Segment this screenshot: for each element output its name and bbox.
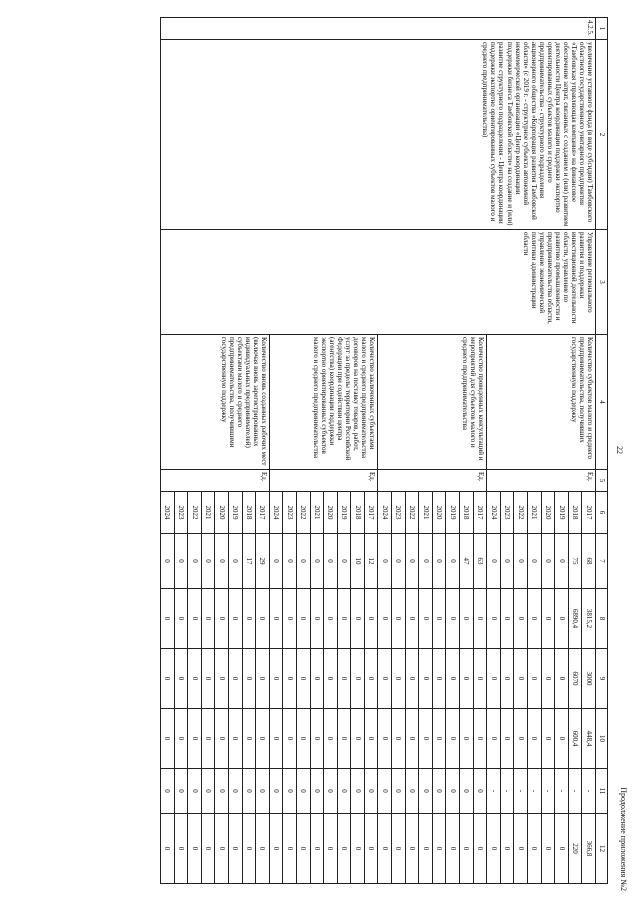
value-cell: 366,8 xyxy=(582,814,596,884)
value-cell: 0 xyxy=(283,709,297,769)
value-cell: 0 xyxy=(283,589,297,649)
value-cell: 0 xyxy=(324,534,338,589)
value-cell: 0 xyxy=(215,709,229,769)
value-cell: 0 xyxy=(555,534,569,589)
value-cell: 0 xyxy=(419,649,433,709)
continuation-note: Продолжение приложения №2 xyxy=(619,787,628,891)
value-cell: 0 xyxy=(514,814,528,884)
value-cell: 0 xyxy=(555,589,569,649)
column-number: 9 xyxy=(596,649,608,709)
value-cell: 0 xyxy=(460,589,474,649)
column-number-row xyxy=(596,18,608,884)
year-cell: 2024 xyxy=(487,492,501,534)
value-cell: 0 xyxy=(283,769,297,814)
value-cell: 0 xyxy=(161,589,175,649)
value-cell: 0 xyxy=(541,649,555,709)
column-number: 11 xyxy=(596,769,608,814)
year-cell: 2017 xyxy=(473,492,487,534)
value-cell: 0 xyxy=(473,649,487,709)
value-cell: 0 xyxy=(201,769,215,814)
value-cell: 0 xyxy=(419,814,433,884)
value-cell: 0 xyxy=(310,709,324,769)
value-cell: 0 xyxy=(473,769,487,814)
table-body xyxy=(161,18,596,884)
value-cell: 0 xyxy=(161,649,175,709)
value-cell: 0 xyxy=(283,649,297,709)
value-cell: 6890,4 xyxy=(568,589,582,649)
value-cell: 0 xyxy=(296,589,310,649)
year-cell: 2017 xyxy=(582,492,596,534)
value-cell: - xyxy=(514,769,528,814)
value-cell: 0 xyxy=(174,589,188,649)
value-cell: 0 xyxy=(215,589,229,649)
value-cell: 0 xyxy=(242,589,256,649)
value-cell: 0 xyxy=(269,814,283,884)
value-cell: 0 xyxy=(337,589,351,649)
value-cell: 0 xyxy=(296,814,310,884)
value-cell: 0 xyxy=(188,589,202,649)
value-cell: 0 xyxy=(405,649,419,709)
year-cell: 2022 xyxy=(188,492,202,534)
value-cell: 0 xyxy=(337,534,351,589)
year-cell: 2021 xyxy=(419,492,433,534)
value-cell: 0 xyxy=(378,709,392,769)
value-cell: 0 xyxy=(432,709,446,769)
value-cell: 0 xyxy=(541,814,555,884)
column-number: 7 xyxy=(596,534,608,589)
value-cell: 0 xyxy=(392,649,406,709)
value-cell: 0 xyxy=(528,709,542,769)
value-cell: 0 xyxy=(555,649,569,709)
value-cell: 0 xyxy=(460,814,474,884)
value-cell: 0 xyxy=(364,649,378,709)
value-cell: 220 xyxy=(568,814,582,884)
value-cell: - xyxy=(541,769,555,814)
year-cell: 2017 xyxy=(256,492,270,534)
value-cell: 0 xyxy=(296,649,310,709)
value-cell: 0 xyxy=(378,589,392,649)
column-number: 1 xyxy=(596,18,608,40)
value-cell: 0 xyxy=(473,589,487,649)
value-cell: 0 xyxy=(500,814,514,884)
indicator-name-cell: Количество проведенных консультаций и мероприятий для субъектов малого и среднего предпринимательства xyxy=(378,335,487,470)
value-cell: 0 xyxy=(256,589,270,649)
year-cell: 2018 xyxy=(460,492,474,534)
value-cell: 0 xyxy=(378,814,392,884)
value-cell: 0 xyxy=(201,814,215,884)
value-cell: 0 xyxy=(188,769,202,814)
year-cell: 2019 xyxy=(555,492,569,534)
year-cell: 2018 xyxy=(568,492,582,534)
value-cell: 0 xyxy=(256,814,270,884)
indicator-name-cell: Количество заключенных субъектами малого и среднего предпринимательства договоров на поставку товаров, работ, услуг за пределы территории Российской Федерации при содействии центра (агентства) координации поддержки экспортно ориентированных субъектов малого и среднего предпринимательства xyxy=(269,335,378,470)
value-cell: 0 xyxy=(405,769,419,814)
value-cell: 0 xyxy=(432,649,446,709)
value-cell: 0 xyxy=(432,769,446,814)
year-cell: 2019 xyxy=(446,492,460,534)
value-cell: 0 xyxy=(392,589,406,649)
value-cell: 0 xyxy=(215,814,229,884)
value-cell: 0 xyxy=(500,709,514,769)
value-cell: 0 xyxy=(514,534,528,589)
value-cell: 0 xyxy=(215,769,229,814)
year-cell: 2022 xyxy=(405,492,419,534)
value-cell: 0 xyxy=(188,814,202,884)
value-cell: 0 xyxy=(174,709,188,769)
value-cell: 0 xyxy=(392,534,406,589)
year-cell: 2024 xyxy=(161,492,175,534)
value-cell: 0 xyxy=(446,589,460,649)
value-cell: 0 xyxy=(324,649,338,709)
value-cell: 0 xyxy=(310,814,324,884)
value-cell: 0 xyxy=(296,709,310,769)
indicator-name-cell: Количество вновь созданных рабочих мест (включая вновь зарегистрированных индивидуальных предпринимателей) субъектами малого и среднего предпринимательства, получившими государственную поддержку xyxy=(161,335,270,470)
year-cell: 2023 xyxy=(500,492,514,534)
value-cell: 0 xyxy=(392,814,406,884)
value-cell: 0 xyxy=(351,709,365,769)
value-cell: 0 xyxy=(188,709,202,769)
year-cell: 2020 xyxy=(432,492,446,534)
value-cell: 0 xyxy=(242,769,256,814)
value-cell: 0 xyxy=(161,769,175,814)
value-cell: 47 xyxy=(460,534,474,589)
value-cell: 0 xyxy=(514,649,528,709)
value-cell: 12 xyxy=(364,534,378,589)
value-cell: 0 xyxy=(242,814,256,884)
value-cell: 0 xyxy=(528,649,542,709)
value-cell: 0 xyxy=(228,534,242,589)
unit-cell: Ед. xyxy=(269,470,378,492)
year-cell: 2020 xyxy=(324,492,338,534)
year-cell: 2024 xyxy=(269,492,283,534)
value-cell: 0 xyxy=(364,709,378,769)
value-cell: 0 xyxy=(392,769,406,814)
value-cell: 0 xyxy=(419,534,433,589)
value-cell: 0 xyxy=(242,709,256,769)
value-cell: - xyxy=(568,769,582,814)
value-cell: 6070 xyxy=(568,649,582,709)
value-cell: 0 xyxy=(405,814,419,884)
value-cell: 0 xyxy=(528,589,542,649)
year-cell: 2017 xyxy=(364,492,378,534)
value-cell: 0 xyxy=(228,769,242,814)
value-cell: 0 xyxy=(487,649,501,709)
value-cell: 0 xyxy=(161,534,175,589)
value-cell: 0 xyxy=(473,709,487,769)
value-cell: 0 xyxy=(460,709,474,769)
value-cell: 0 xyxy=(337,814,351,884)
value-cell: 0 xyxy=(378,649,392,709)
value-cell: 0 xyxy=(364,769,378,814)
unit-cell: Ед. xyxy=(161,470,270,492)
year-cell: 2024 xyxy=(378,492,392,534)
value-cell: 0 xyxy=(324,769,338,814)
year-cell: 2018 xyxy=(242,492,256,534)
value-cell: 0 xyxy=(446,709,460,769)
value-cell: 0 xyxy=(405,589,419,649)
value-cell: 448,4 xyxy=(582,709,596,769)
value-cell: 0 xyxy=(487,589,501,649)
value-cell: 0 xyxy=(392,709,406,769)
value-cell: 0 xyxy=(269,534,283,589)
value-cell: 0 xyxy=(419,589,433,649)
value-cell: 17 xyxy=(242,534,256,589)
value-cell: 0 xyxy=(201,589,215,649)
value-cell: 0 xyxy=(215,534,229,589)
value-cell: - xyxy=(528,769,542,814)
year-cell: 2021 xyxy=(201,492,215,534)
value-cell: 0 xyxy=(473,814,487,884)
value-cell: 0 xyxy=(269,769,283,814)
year-cell: 2023 xyxy=(174,492,188,534)
value-cell: 0 xyxy=(188,534,202,589)
value-cell: 0 xyxy=(296,769,310,814)
column-number: 6 xyxy=(596,492,608,534)
value-cell: 0 xyxy=(242,649,256,709)
value-cell: 0 xyxy=(555,709,569,769)
value-cell: 0 xyxy=(541,589,555,649)
value-cell: 0 xyxy=(528,814,542,884)
value-cell: 0 xyxy=(351,769,365,814)
value-cell: 0 xyxy=(514,709,528,769)
value-cell: - xyxy=(555,769,569,814)
measure-description-cell: увеличение уставного фонда (в виде субсидии) Тамбовского областного государственного унитарного предприятия «Тамбовская управляющая компания» на финансовое обеспечение затрат, связанных с созданием и (или) развитием деятельности Центра координации поддержки экспортно ориентированных субъектов малого и среднего предпринимательства - структурного подразделения акционерного общества «Корпорация развития Тамбовской области» (с 2019 г. - структурное субъекта автономной некоммерческой организации «Центр координации поддержки бизнеса Тамбовской области» на создание и (или) развитие структурного подразделения - Центра координации поддержки экспортно ориентированных субъектов малого и среднего предпринимательства) xyxy=(161,40,596,230)
value-cell: 63 xyxy=(473,534,487,589)
value-cell: 0 xyxy=(337,649,351,709)
value-cell: 0 xyxy=(419,769,433,814)
value-cell: 0 xyxy=(228,709,242,769)
value-cell: 0 xyxy=(405,534,419,589)
value-cell: 0 xyxy=(446,534,460,589)
value-cell: 0 xyxy=(161,709,175,769)
year-cell: 2022 xyxy=(514,492,528,534)
value-cell: 0 xyxy=(228,649,242,709)
value-cell: 0 xyxy=(378,769,392,814)
indicator-name-cell: Количество субъектов малого и среднего предпринимательства, получивших государственную поддержку xyxy=(487,335,596,470)
column-number: 10 xyxy=(596,709,608,769)
value-cell: 0 xyxy=(256,769,270,814)
value-cell: 0 xyxy=(487,709,501,769)
value-cell: 0 xyxy=(201,649,215,709)
value-cell: 0 xyxy=(310,589,324,649)
value-cell: 0 xyxy=(283,534,297,589)
value-cell: 0 xyxy=(487,814,501,884)
page-number: 22 xyxy=(615,446,624,454)
value-cell: 0 xyxy=(228,814,242,884)
year-cell: 2023 xyxy=(283,492,297,534)
value-cell: 0 xyxy=(541,534,555,589)
column-number: 4 xyxy=(596,335,608,470)
value-cell: 0 xyxy=(201,534,215,589)
year-cell: 2022 xyxy=(296,492,310,534)
value-cell: 0 xyxy=(500,649,514,709)
value-cell: 0 xyxy=(324,589,338,649)
value-cell: 10 xyxy=(351,534,365,589)
value-cell: 0 xyxy=(460,649,474,709)
value-cell: 0 xyxy=(324,709,338,769)
value-cell: 0 xyxy=(514,589,528,649)
value-cell: - xyxy=(500,769,514,814)
value-cell: 0 xyxy=(541,709,555,769)
value-cell: 0 xyxy=(446,769,460,814)
value-cell: 0 xyxy=(174,814,188,884)
value-cell: 3000 xyxy=(582,649,596,709)
year-cell: 2019 xyxy=(337,492,351,534)
year-cell: 2021 xyxy=(310,492,324,534)
value-cell: 0 xyxy=(405,709,419,769)
column-number: 3 xyxy=(596,230,608,335)
value-cell: 0 xyxy=(283,814,297,884)
value-cell: 0 xyxy=(174,649,188,709)
year-cell: 2021 xyxy=(528,492,542,534)
column-number: 12 xyxy=(596,814,608,884)
value-cell: 0 xyxy=(460,769,474,814)
value-cell: 0 xyxy=(351,589,365,649)
executor-cell: Управление регионального развития и поддержки инвестиционной деятельности области, управление по развитию промышленности и предпринимательства области, управление экономической политики администрации области xyxy=(161,230,596,335)
value-cell: 68 xyxy=(582,534,596,589)
value-cell: 0 xyxy=(419,709,433,769)
value-cell: 0 xyxy=(256,649,270,709)
value-cell: 0 xyxy=(500,589,514,649)
value-cell: 0 xyxy=(378,534,392,589)
value-cell: 75 xyxy=(568,534,582,589)
value-cell: 0 xyxy=(228,589,242,649)
value-cell: 0 xyxy=(446,649,460,709)
year-cell: 2020 xyxy=(541,492,555,534)
value-cell: 0 xyxy=(174,534,188,589)
value-cell: 0 xyxy=(337,769,351,814)
year-cell: 2018 xyxy=(351,492,365,534)
value-cell: 29 xyxy=(256,534,270,589)
year-cell: 2019 xyxy=(228,492,242,534)
value-cell: 0 xyxy=(337,709,351,769)
column-number: 5 xyxy=(596,470,608,492)
value-cell: - xyxy=(487,769,501,814)
value-cell: 0 xyxy=(487,534,501,589)
value-cell: 0 xyxy=(174,769,188,814)
value-cell: 0 xyxy=(310,769,324,814)
rotated-landscape-sheet xyxy=(25,5,630,895)
value-cell: 0 xyxy=(269,649,283,709)
value-cell: 600,4 xyxy=(568,709,582,769)
year-cell: 2020 xyxy=(215,492,229,534)
value-cell: 0 xyxy=(269,709,283,769)
value-cell: 0 xyxy=(324,814,338,884)
unit-cell: Ед. xyxy=(378,470,487,492)
value-cell: 0 xyxy=(269,589,283,649)
value-cell: 0 xyxy=(310,534,324,589)
column-number: 8 xyxy=(596,589,608,649)
value-cell: 0 xyxy=(432,814,446,884)
value-cell: 0 xyxy=(364,589,378,649)
value-cell: 0 xyxy=(364,814,378,884)
value-cell: 0 xyxy=(555,814,569,884)
year-cell: 2023 xyxy=(392,492,406,534)
value-cell: 0 xyxy=(432,534,446,589)
value-cell: 0 xyxy=(310,649,324,709)
value-cell: 3815,2 xyxy=(582,589,596,649)
value-cell: 0 xyxy=(432,589,446,649)
value-cell: 0 xyxy=(446,814,460,884)
unit-cell: Ед. xyxy=(487,470,596,492)
table-row xyxy=(582,18,596,884)
value-cell: 0 xyxy=(161,814,175,884)
value-cell: 0 xyxy=(201,709,215,769)
value-cell: 0 xyxy=(188,649,202,709)
value-cell: 0 xyxy=(500,534,514,589)
value-cell: 0 xyxy=(351,814,365,884)
value-cell: - xyxy=(582,769,596,814)
program-indicators-table xyxy=(160,17,608,884)
value-cell: 0 xyxy=(215,649,229,709)
column-number: 2 xyxy=(596,40,608,230)
value-cell: 0 xyxy=(296,534,310,589)
value-cell: 0 xyxy=(528,534,542,589)
value-cell: 0 xyxy=(351,649,365,709)
value-cell: 0 xyxy=(256,709,270,769)
row-number-cell: 4.2.5. xyxy=(161,18,596,40)
